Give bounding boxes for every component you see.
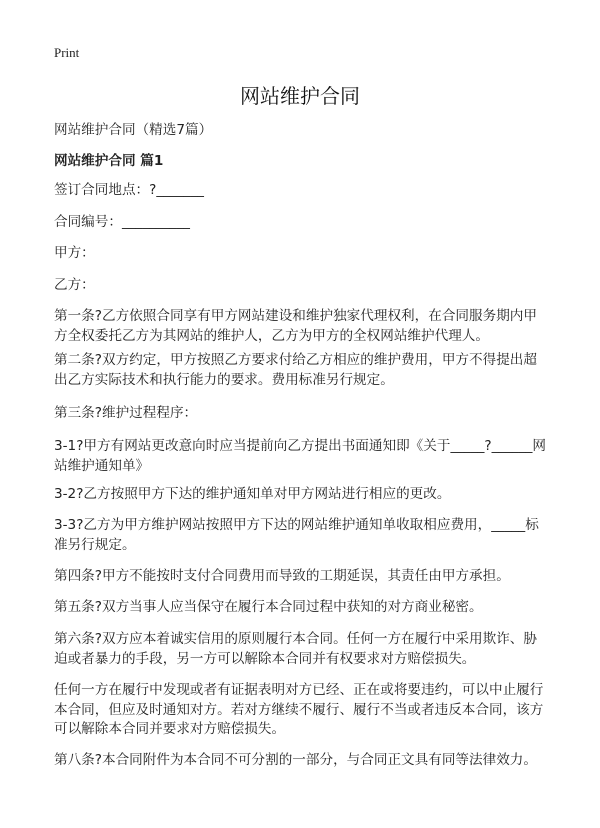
paragraph-clause-5 — [54, 598, 483, 618]
paragraph-line: 3-1?甲方有网站更改意向时应当提前向乙方提出书面通知即《关于_____?______网 — [54, 438, 547, 454]
paragraph-contract-number — [54, 213, 190, 233]
paragraph-line: 可以解除本合同并要求对方赔偿损失。 — [54, 721, 286, 737]
paragraph-clause-3-2 — [54, 485, 450, 505]
paragraph-line: 迫或者暴力的手段，另一方可以解除本合同并有权要求对方赔偿损失。 — [54, 650, 476, 667]
paragraph-clause-3 — [54, 404, 197, 424]
paragraph-line: 站维护通知单》 — [54, 457, 150, 474]
paragraph-line: 甲方： — [54, 245, 95, 261]
paragraph-clause-4 — [54, 567, 510, 587]
paragraph-clause-3-1 — [54, 437, 546, 476]
paragraph-party-a — [54, 244, 95, 264]
paragraph-clause-7 — [54, 681, 543, 740]
document-title: 网站维护合同 — [240, 84, 360, 108]
paragraph-line: 3-2?乙方按照甲方下达的维护通知单对甲方网站进行相应的更改。 — [54, 486, 451, 502]
paragraph-clause-1 — [54, 307, 537, 346]
paragraph-line: 3-3?乙方为甲方维护网站按照甲方下达的网站维护通知单收取相应费用，_____标 — [54, 517, 539, 533]
paragraph-clause-3-3 — [54, 516, 539, 555]
print-link[interactable]: Print — [54, 45, 80, 60]
paragraph-line: 第八条?本合同附件为本合同不可分割的一部分，与合同正文具有同等法律效力。 — [54, 752, 537, 768]
paragraph-line: 出乙方实际技术和执行能力的要求。费用标准另行规定。 — [54, 371, 394, 388]
paragraph-line: 第六条?双方应本着诚实信用的原则履行本合同。任何一方在履行中采用欺诈、胁 — [54, 631, 537, 647]
paragraph-line: 合同编号：__________ — [54, 214, 190, 230]
paragraph-line: 第一条?乙方依照合同享有甲方网站建设和维护独家代理权利，在合同服务期内甲 — [54, 308, 537, 324]
paragraph-clause-2 — [54, 351, 537, 390]
paragraph-line: 本合同，但应及时通知对方。若对方继续不履行、履行不当或者违反本合同，该方 — [54, 701, 544, 718]
paragraph-clause-8 — [54, 751, 537, 771]
paragraph-line: 准另行规定。 — [54, 536, 136, 553]
paragraph-line: 方全权委托乙方为其网站的维护人，乙方为甲方的全权网站维护代理人。 — [54, 327, 489, 344]
paragraph-line: 第三条?维护过程程序： — [54, 405, 198, 421]
paragraph-line: 第五条?双方当事人应当保守在履行本合同过程中获知的对方商业秘密。 — [54, 599, 483, 615]
document-subtitle: 网站维护合同（精选7篇） — [54, 122, 213, 138]
paragraph-line: 第二条?双方约定，甲方按照乙方要求付给乙方相应的维护费用，甲方不得提出超 — [54, 352, 537, 368]
paragraph-line: 第四条?甲方不能按时支付合同费用而导致的工期延误，其责任由甲方承担。 — [54, 568, 510, 584]
paragraph-signing-place — [54, 181, 204, 201]
paragraph-clause-6 — [54, 630, 537, 669]
paragraph-line: 任何一方在履行中发现或者有证据表明对方已经、正在或将要违约，可以中止履行 — [54, 682, 544, 698]
section-heading: 网站维护合同 篇1 — [54, 153, 164, 169]
paragraph-line: 乙方： — [54, 277, 95, 293]
paragraph-party-b — [54, 276, 95, 296]
paragraph-line: 签订合同地点：?_______ — [54, 182, 204, 198]
